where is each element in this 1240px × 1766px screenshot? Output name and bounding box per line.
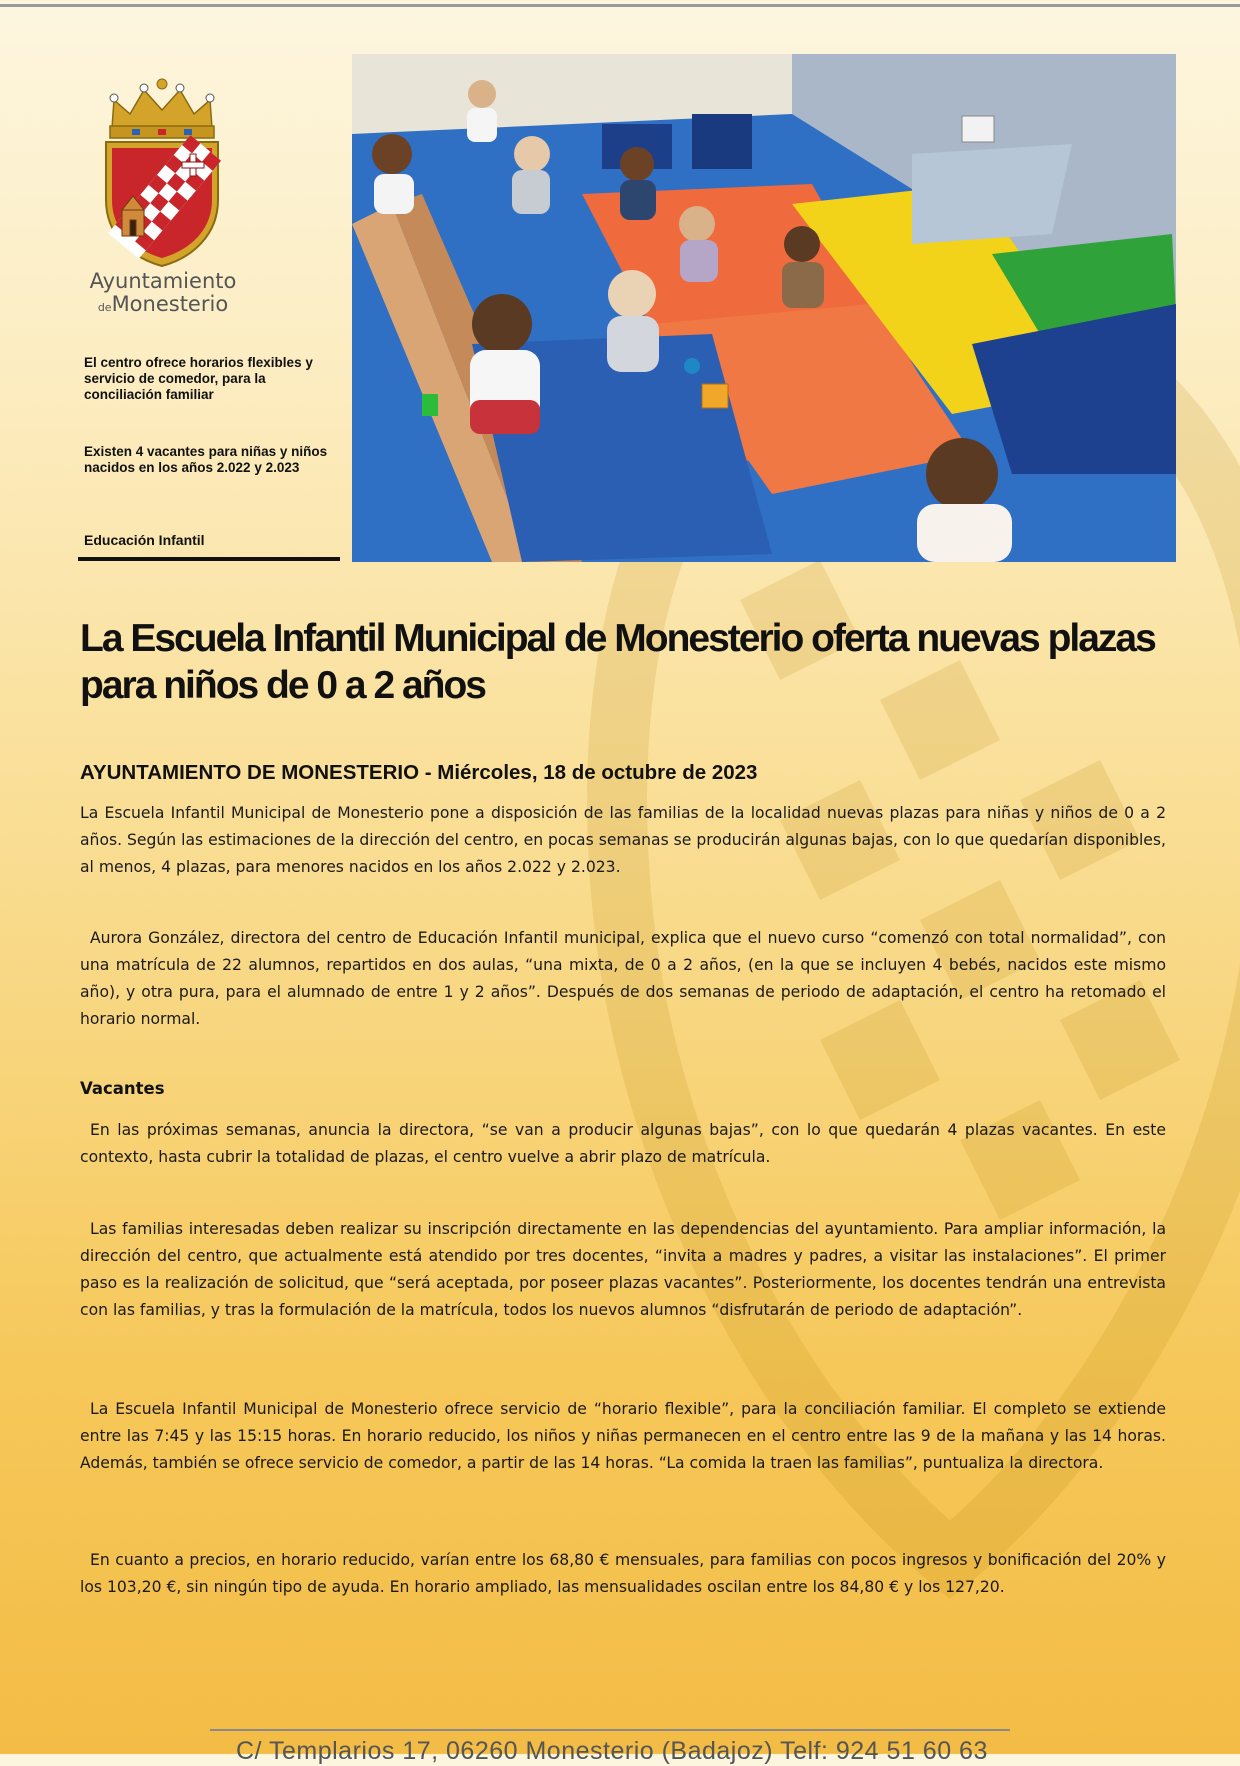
org-name-line2: Monesterio [111, 292, 229, 316]
top-border [0, 4, 1240, 7]
sidebar-note-vacancies: Existen 4 vacantes para niñas y niños nacidos en los años 2.022 y 2.023 [84, 443, 328, 475]
article-dateline: AYUNTAMIENTO DE MONESTERIO - Miércoles, 18 de octubre de 2023 [80, 761, 758, 784]
article-paragraph-2: Aurora González, directora del centro de Educación Infantil municipal, explica que el nuevo curso “comenzó con total normalidad”, con una matrícula de 22 alumnos, repartidos en dos aulas, “una mixta, de 0 a 2 años, (en la que se incluyen 4 bebés, nacidos este mismo año), y otra pura, para el alumnado de entre 1 y 2 años”. Después de dos semanas de periodo de adaptación, el centro ha retomado el horario normal. [80, 929, 1166, 1028]
org-name-de: de [97, 301, 112, 314]
article-headline: La Escuela Infantil Municipal de Monesterio oferta nuevas plazas para niños de 0 a 2 años [80, 617, 1155, 707]
article-paragraph-3: En las próximas semanas, anuncia la directora, “se van a producir algunas bajas”, con lo que quedarán 4 plazas vacantes. En este contexto, hasta cubrir la totalidad de plazas, el centro vuelve a abrir plazo de matrícula. [80, 1121, 1166, 1166]
sidebar-note-schedule: El centro ofrece horarios flexibles y servicio de comedor, para la conciliación familiar [84, 354, 313, 402]
sidebar-divider [78, 557, 340, 561]
footer-address: C/ Templarios 17, 06260 Monesterio (Badajoz) Telf: 924 51 60 63 [236, 1737, 988, 1765]
article-paragraph-1: La Escuela Infantil Municipal de Monesterio pone a disposición de las familias de la localidad nuevas plazas para niñas y niños de 0 a 2 años. Según las estimaciones de la dirección del centro, en pocas semanas se producirán algunas bajas, con lo que quedarían disponibles, al menos, 4 plazas, para menores nacidos en los años 2.022 y 2.023. [80, 804, 1166, 876]
sidebar-note-section: Educación Infantil [84, 532, 205, 548]
article-paragraph-5: La Escuela Infantil Municipal de Monesterio ofrece servicio de “horario flexible”, para la conciliación familiar. El completo se extiende entre las 7:45 y las 15:15 horas. En horario reducido, los niños y niñas permanecen en el centro entre las 9 de la mañana y las 14 horas. Además, también se ofrece servicio de comedor, a partir de las 14 horas. “La comida la traen las familias”, puntualiza la directora. [80, 1400, 1166, 1472]
section-heading-vacantes: Vacantes [80, 1079, 165, 1098]
org-name [88, 270, 238, 319]
org-name-line1: Ayuntamiento [89, 269, 237, 293]
classroom-photo [352, 54, 1176, 562]
footer-divider [210, 1729, 1010, 1731]
article-paragraph-4: Las familias interesadas deben realizar su inscripción directamente en las dependencias del ayuntamiento. Para ampliar información, la dirección del centro, que actualmente está atendido por tres docentes, “invita a madres y padres, a visitar las instalaciones”. El primer paso es la realización de solicitud, que “será aceptada, por poseer plazas vacantes”. Posteriormente, los docentes tendrán una entrevista con las familias, y tras la formulación de la matrícula, todos los nuevos alumnos “disfrutarán de periodo de adaptación”. [80, 1220, 1166, 1319]
article-paragraph-6: En cuanto a precios, en horario reducido, varían entre los 68,80 € mensuales, para familias con pocos ingresos y bonificación del 20% y los 103,20 €, sin ningún tipo de ayuda. En horario ampliado, las mensualidades oscilan entre los 84,80 € y los 127,20. [80, 1551, 1166, 1596]
coat-of-arms-icon [92, 70, 232, 270]
